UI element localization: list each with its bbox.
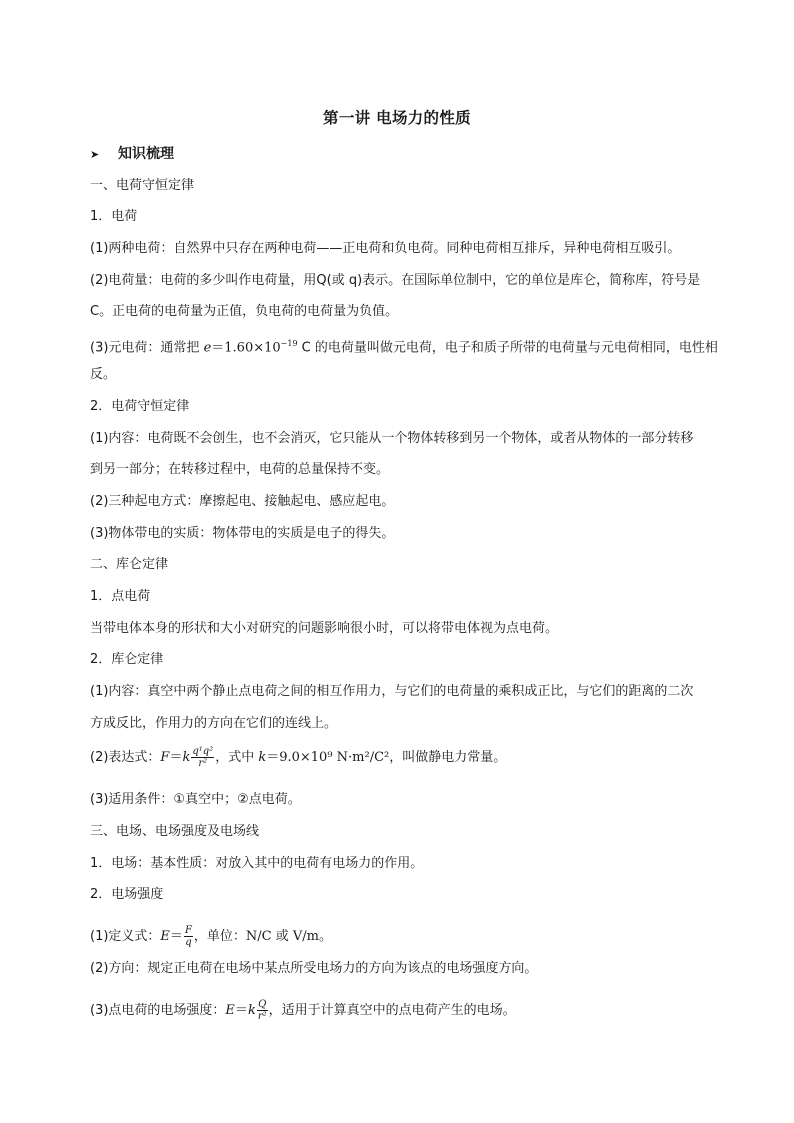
subheading-1-2: 2．电荷守恒定律 <box>90 399 190 414</box>
section-heading <box>90 145 715 164</box>
paragraph-point-charge-field: (3)点电荷的电场强度：E＝k $\frac{Q}{\text{r²}}$ ，适用于计算真空中的点电荷产生的电场。 <box>90 999 516 1022</box>
paragraph-point-charge: 当带电体本身的形状和大小对研究的问题影响很小时，可以将带电体视为点电荷。 <box>90 621 559 636</box>
subheading-1-1: 1．电荷 <box>90 209 138 224</box>
field-fraction: $\frac{F}{q}$ <box>184 925 192 948</box>
paragraph-charge-amount-cont: C。正电荷的电荷量为正值，负电荷的电荷量为负值。 <box>90 304 399 319</box>
heading-1: 一、电荷守恒定律 <box>90 178 195 193</box>
subheading-3-2: 2．电场强度 <box>90 887 164 902</box>
subheading-2-2: 2．库仑定律 <box>90 652 164 667</box>
heading-2: 二、库仑定律 <box>90 557 169 572</box>
paragraph-charge-amount: (2)电荷量：电荷的多少叫作电荷量，用Q(或 q)表示。在国际单位制中，它的单位是库仑，简称库，符号是 <box>90 273 701 288</box>
paragraph-elementary-charge-cont: 反。 <box>90 367 117 382</box>
paragraph-elementary-charge: (3)元电荷：通常把 $e=1.60\times 10^{-19}$ C 的电荷量叫做元电荷，电子和质子所带的电荷量与元电荷相同，电性相 <box>90 339 718 356</box>
subheading-3-1: 1．电场：基本性质：对放入其中的电荷有电场力的作用。 <box>90 856 424 871</box>
page-title: 第一讲 电场力的性质 <box>323 109 471 127</box>
paragraph-coulomb-law: (1)内容：真空中两个静止点电荷之间的相互作用力，与它们的电荷量的乘积成正比，与它们的距离的二次 <box>90 684 694 699</box>
paragraph-charging-essence: (3)物体带电的实质：物体带电的实质是电子的得失。 <box>90 526 395 541</box>
arrow-bullet-icon: ➤ <box>90 148 100 161</box>
subheading-2-1: 1．点电荷 <box>90 589 151 604</box>
point-field-fraction: $\frac{Q}{\text{r²}}$ <box>257 999 267 1022</box>
coulomb-fraction: $\frac{\text{q¹q²}}{\text{r²}}$ <box>192 746 214 769</box>
paragraph-coulomb-law-cont: 方成反比，作用力的方向在它们的连线上。 <box>90 716 338 731</box>
paragraph-charging-methods: (2)三种起电方式：摩擦起电、接触起电、感应起电。 <box>90 494 395 509</box>
paragraph-two-charges: (1)两种电荷：自然界中只存在两种电荷——正电荷和负电荷。同种电荷相互排斥，异种电荷相互吸引。 <box>90 241 681 256</box>
paragraph-field-definition: (1)定义式：E＝ $\frac{F}{q}$ ，单位：N/C 或 V/m。 <box>90 925 332 948</box>
paragraph-field-direction: (2)方向：规定正电荷在电场中某点所受电场力的方向为该点的电场强度方向。 <box>90 961 538 976</box>
paragraph-conditions: (3)适用条件：①真空中；②点电荷。 <box>90 792 301 807</box>
section-heading-label: 知识梳理 <box>118 146 174 162</box>
paragraph-conservation-cont: 到另一部分；在转移过程中，电荷的总量保持不变。 <box>90 462 390 477</box>
paragraph-conservation: (1)内容：电荷既不会创生，也不会消灭，它只能从一个物体转移到另一个物体，或者从物体的一部分转移 <box>90 431 694 446</box>
paragraph-coulomb-formula: (2)表达式：F＝k $\frac{\text{q¹q²}}{\text{r²}}$ ，式中 k＝9.0×10⁹ N·m²/C²，叫做静电力常量。 <box>90 746 507 769</box>
heading-3: 三、电场、电场强度及电场线 <box>90 824 260 839</box>
